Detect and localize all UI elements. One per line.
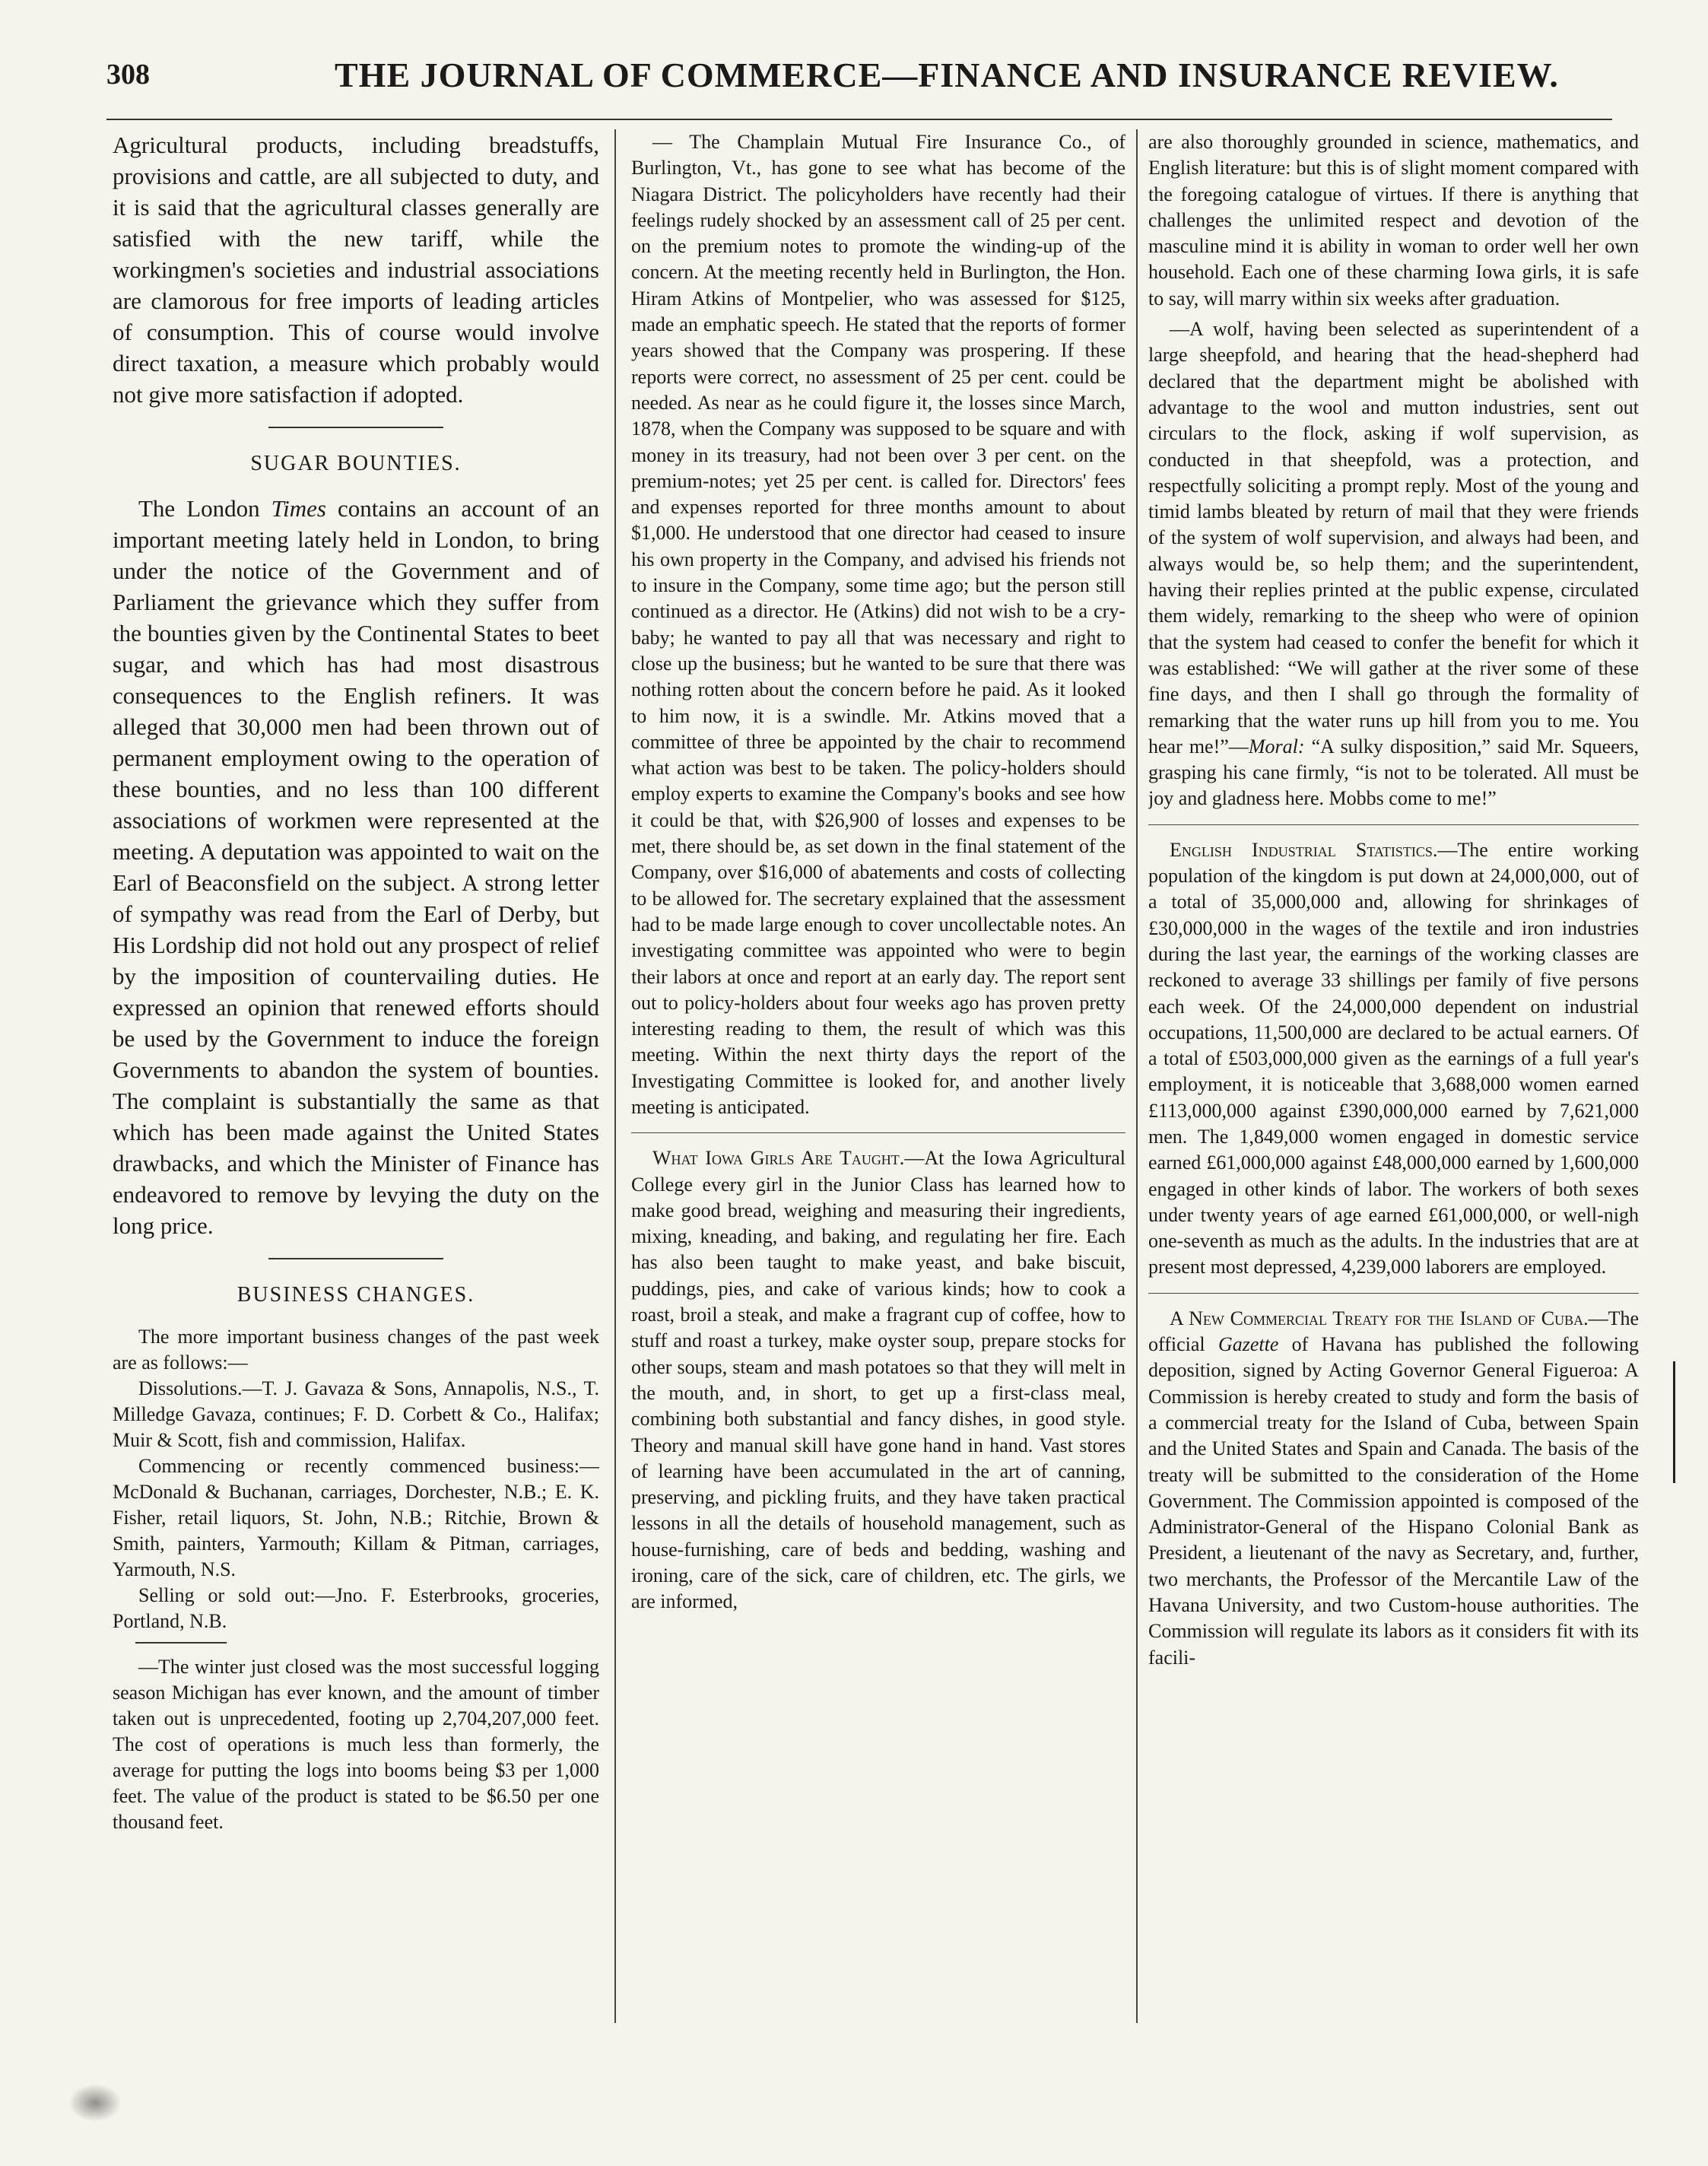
selling-out: Selling or sold out:—Jno. F. Esterbrooks, groceries, Portland, N.B. bbox=[113, 1584, 599, 1632]
iowa-text: —At the Iowa Agricultural College every girl in the Junior Class has learned how to make good bread, weighing and measuring their ingredients, mixing, kneading, and baking, and regulating her fire. Each has also been taught to make yeast, and bake biscuit, puddings, pies, and cake of various kinds; how to cook a roast, broil a steak, and make a fragrant cup of coffee, how to stuff and roast a turkey, make oyster soup, prepare stocks for other soups, steam and mash potatoes so that they will melt in the mouth, and, in short, to get up a first-class meal, combining both substantial and fancy dishes, in good style. Theory and manual skill have gone hand in hand. Vast stores of learning have been accumulated in the art of canning, preserving, and pickling fruits, and they have taken practical lessons in all the details of household management, such as house-furnishing, care of beds and bedding, washing and ironing, care of the sick, care of children, etc. The girls, we are informed, bbox=[631, 1147, 1125, 1613]
business-changes-heading: BUSINESS CHANGES. bbox=[237, 1283, 475, 1307]
column-3 bbox=[1148, 129, 1639, 1671]
running-header bbox=[106, 47, 1612, 108]
sugar-bounties-heading: SUGAR BOUNTIES. bbox=[250, 452, 462, 475]
column-divider bbox=[614, 129, 616, 2023]
iowa-girls-continued: are also thoroughly grounded in science, mathematics, and English literature: but this is of slight moment compared with the foregoing catalogue of virtues. If there is anything that challenges the unlimited respect and devotion of the masculine mind it is ability in woman to order well her own household. Each one of these charming Iowa girls, it is safe to say, will marry within six weeks after graduation. bbox=[1148, 131, 1639, 310]
moral-label: Moral: bbox=[1248, 735, 1305, 757]
cuba-text-b: of Havana has published the following deposition, signed by Acting Governor General Figueroa: A Commission is hereby created to study and form the basis of a commercial treaty for the Island of Cuba, between Spain and the United States and Spain and Canada. The basis of the treaty will be submitted to the consideration of the Home Government. The Commission appointed is composed of the Administrator-General of the Hispano Colonial Bank as President, a lieutenant of the navy as Secretary, and, further, two merchants, the Professor of the Mercantile Law of the Havana University, and two Custom-house authorities. The Commission will regulate its labors as it considers fit with its facili- bbox=[1148, 1333, 1639, 1669]
section-rule bbox=[1148, 1293, 1639, 1294]
column-divider bbox=[1136, 129, 1138, 2023]
english-text: —The entire working population of the kingdom is put down at 24,000,000, out of a total of 35,000,000 and, allowing for shrinkages of £30,000,000 in the wages of the textile and iron industries during the last year, the earnings of the working classes are reckoned to average 33 shillings per family of five persons each week. Of the 24,000,000 dependent on industrial occupations, 11,500,000 are declared to be actual earners. Of a total of £503,000,000 given as the earnings of a full year's employment, it is noticeable that 3,688,000 women earned £113,000,000 against £390,000,000 earned by 7,621,000 men. The 1,849,000 women engaged in domestic service earned £61,000,000 against £48,000,000 earned by 1,600,000 engaged in other kinds of labor. The workers of both sexes under twenty years of age earned £61,000,000, or well-nigh one-seventh as much as the adults. In the industries that are at present most depressed, 4,239,000 laborers are employed. bbox=[1148, 838, 1639, 1278]
wolf-fable bbox=[1148, 316, 1639, 812]
champlain-mutual-article: — The Champlain Mutual Fire Insurance Co., of Burlington, Vt., has gone to see what has become of the Niagara District. The policyholders have recently had their feelings rudely shocked by an assessment call of 25 per cent. on the premium notes to promote the winding-up of the concern. At the meeting recently held in Burlington, the Hon. Hiram Atkins of Montpelier, who was assessed for $125, made an emphatic speech. He stated that the reports of former years showed that the Company was prospering. If these reports were correct, no assessment of 25 per cent. could be needed. As near as he could figure it, the losses since March, 1878, when the Company was supposed to be square and with money in its treasury, had not been over 3 per cent. on the premium-notes; yet 25 per cent. is called for. Directors' fees and expenses reported for three months amount to about $1,000. He understood that one director had ceased to insure his own property in the Company, and advised his friends not to insure in the Company, some time ago; but the person still continued as a director. He (Atkins) did not wish to be a cry-baby; he wanted to pay all that was necessary and right to close up the business; but he wanted to be sure that there was nothing rotten about the concern before he paid. As it looked to him now, it is a swindle. Mr. Atkins moved that a committee of three be appointed by the chair to recommend what action was best to be taken. The policy-holders should employ experts to examine the Company's books and see how it could be that, with $26,900 of losses and expenses to be met, there should be, as set down in the final statement of the Company, over $16,000 of abatements and costs of collecting to be allowed for. The secretary explained that the assessment had to be made large enough to cover uncollectable notes. An investigating committee was appointed who were to begin their labors at once and report at an early day. The report sent out to policy-holders about four weeks ago has proven pretty interesting reading to them, the result of which was this meeting. Within the next thirty days the report of the Investigating Committee is looked for, and another lively meeting is anticipated. bbox=[631, 131, 1125, 1118]
iowa-girls-heading: What Iowa Girls Are Taught. bbox=[652, 1147, 905, 1170]
tariff-paragraph: Agricultural products, including breadstuffs, provisions and cattle, are all subjected to duty, and it is said that the agricultural classes generally are satisfied with the new tariff, while the workingmen's societies and industrial associations are clamorous for free imports of leading articles of consumption. This of course would involve direct taxation, a measure which probably would not give more satisfaction if adopted. bbox=[113, 132, 599, 408]
times-title: Times bbox=[271, 495, 326, 522]
column-2 bbox=[631, 129, 1125, 1615]
cuba-treaty-heading: A New Commercial Treaty for the Island of Cuba. bbox=[1170, 1307, 1589, 1329]
sugar-text-a: The London bbox=[138, 495, 271, 522]
page-number: 308 bbox=[106, 59, 150, 91]
cuba-text-a: —The official bbox=[1148, 1307, 1639, 1356]
commencing-business: Commencing or recently commenced business:—McDonald & Buchanan, carriages, Dorchester, N.B.; E. K. Fisher, retail liquors, St. John, N.B.; Ritchie, Brown & Smith, painters, Yarmouth; Killam & Pitman, carriages, Yarmouth, N.S. bbox=[113, 1455, 599, 1580]
item-rule bbox=[135, 1642, 227, 1644]
section-rule bbox=[1148, 824, 1639, 825]
iowa-girls-article bbox=[631, 1145, 1125, 1615]
section-rule bbox=[268, 427, 443, 428]
wolf-text-b: “A sulky disposition,” said Mr. Squeers, grasping his cane firmly, “is not to be tolerated. All must be joy and gladness here. Mobbs come to me!” bbox=[1148, 735, 1639, 810]
column-1 bbox=[113, 129, 599, 1835]
michigan-logging: —The winter just closed was the most successful logging season Michigan has ever known, and the amount of timber taken out is unprecedented, footing up 2,704,207,000 feet. The cost of operations is much less than formerly, the average for putting the logs into booms being $3 per 1,000 feet. The value of the product is stated to be $6.50 per one thousand feet. bbox=[113, 1656, 599, 1833]
business-intro: The more important business changes of the past week are as follows:— bbox=[113, 1326, 599, 1374]
scan-artifact-mark bbox=[1673, 1361, 1675, 1483]
sugar-text-b: contains an account of an important meeting lately held in London, to bring under the notice of the Government and of Parliament the grievance which they suffer from the bounties given by the Continental States to beet sugar, and which has had most disastrous consequences to the English refiners. It was alleged that 30,000 men had been thrown out of permanent employment owing to the operation of these bounties, and no less than 100 different associations of workmen were represented at the meeting. A deputation was appointed to wait on the Earl of Beaconsfield on the subject. A strong letter of sympathy was read from the Earl of Derby, but His Lordship did not hold out any prospect of relief by the imposition of countervailing duties. He expressed an opinion that renewed efforts should be used by the Government to induce the foreign Governments to abandon the system of bounties. The complaint is substantially the same as that which has been made against the United States drawbacks, and which the Minister of Finance has endeavored to remove by levying the duty on the long price. bbox=[113, 495, 599, 1239]
scan-smudge bbox=[68, 2084, 122, 2122]
wolf-text-a: —A wolf, having been selected as superintendent of a large sheepfold, and hearing that the head-shepherd had declared that the department might be abolished with advantage to the wool and mutton industries, sent out circulars to the flock, asking if wolf supervision, as conducted in that sheepfold, was a protection, and respectfully soliciting a prompt reply. Most of the young and timid lambs bleated by return of mail that they were friends of the system of wolf supervision, and always had been, and always would be, so help them; and the superintendent, having their replies printed at the public expense, circulated them widely, remarking to the sheep who were of opinion that the system had ceased to confer the benefit for which it was established: “We will gather at the river some of these fine days, and then I shall go through the formality of remarking that the water runs up hill from you to me. You hear me!”— bbox=[1148, 318, 1639, 757]
dissolutions: Dissolutions.—T. J. Gavaza & Sons, Annapolis, N.S., T. Milledge Gavaza, continues; F. D. Corbett & Co., Halifax; Muir & Scott, fish and commission, Halifax. bbox=[113, 1377, 599, 1451]
cuba-treaty-article bbox=[1148, 1306, 1639, 1671]
english-statistics-heading: English Industrial Statistics. bbox=[1170, 838, 1438, 861]
sugar-bounties-article bbox=[113, 493, 599, 1241]
gazette-title: Gazette bbox=[1218, 1333, 1279, 1356]
english-statistics-article bbox=[1148, 837, 1639, 1281]
section-rule bbox=[631, 1132, 1125, 1133]
header-rule bbox=[106, 119, 1612, 120]
journal-title: THE JOURNAL OF COMMERCE—FINANCE AND INSURANCE REVIEW. bbox=[335, 56, 1559, 94]
section-rule bbox=[268, 1258, 443, 1259]
